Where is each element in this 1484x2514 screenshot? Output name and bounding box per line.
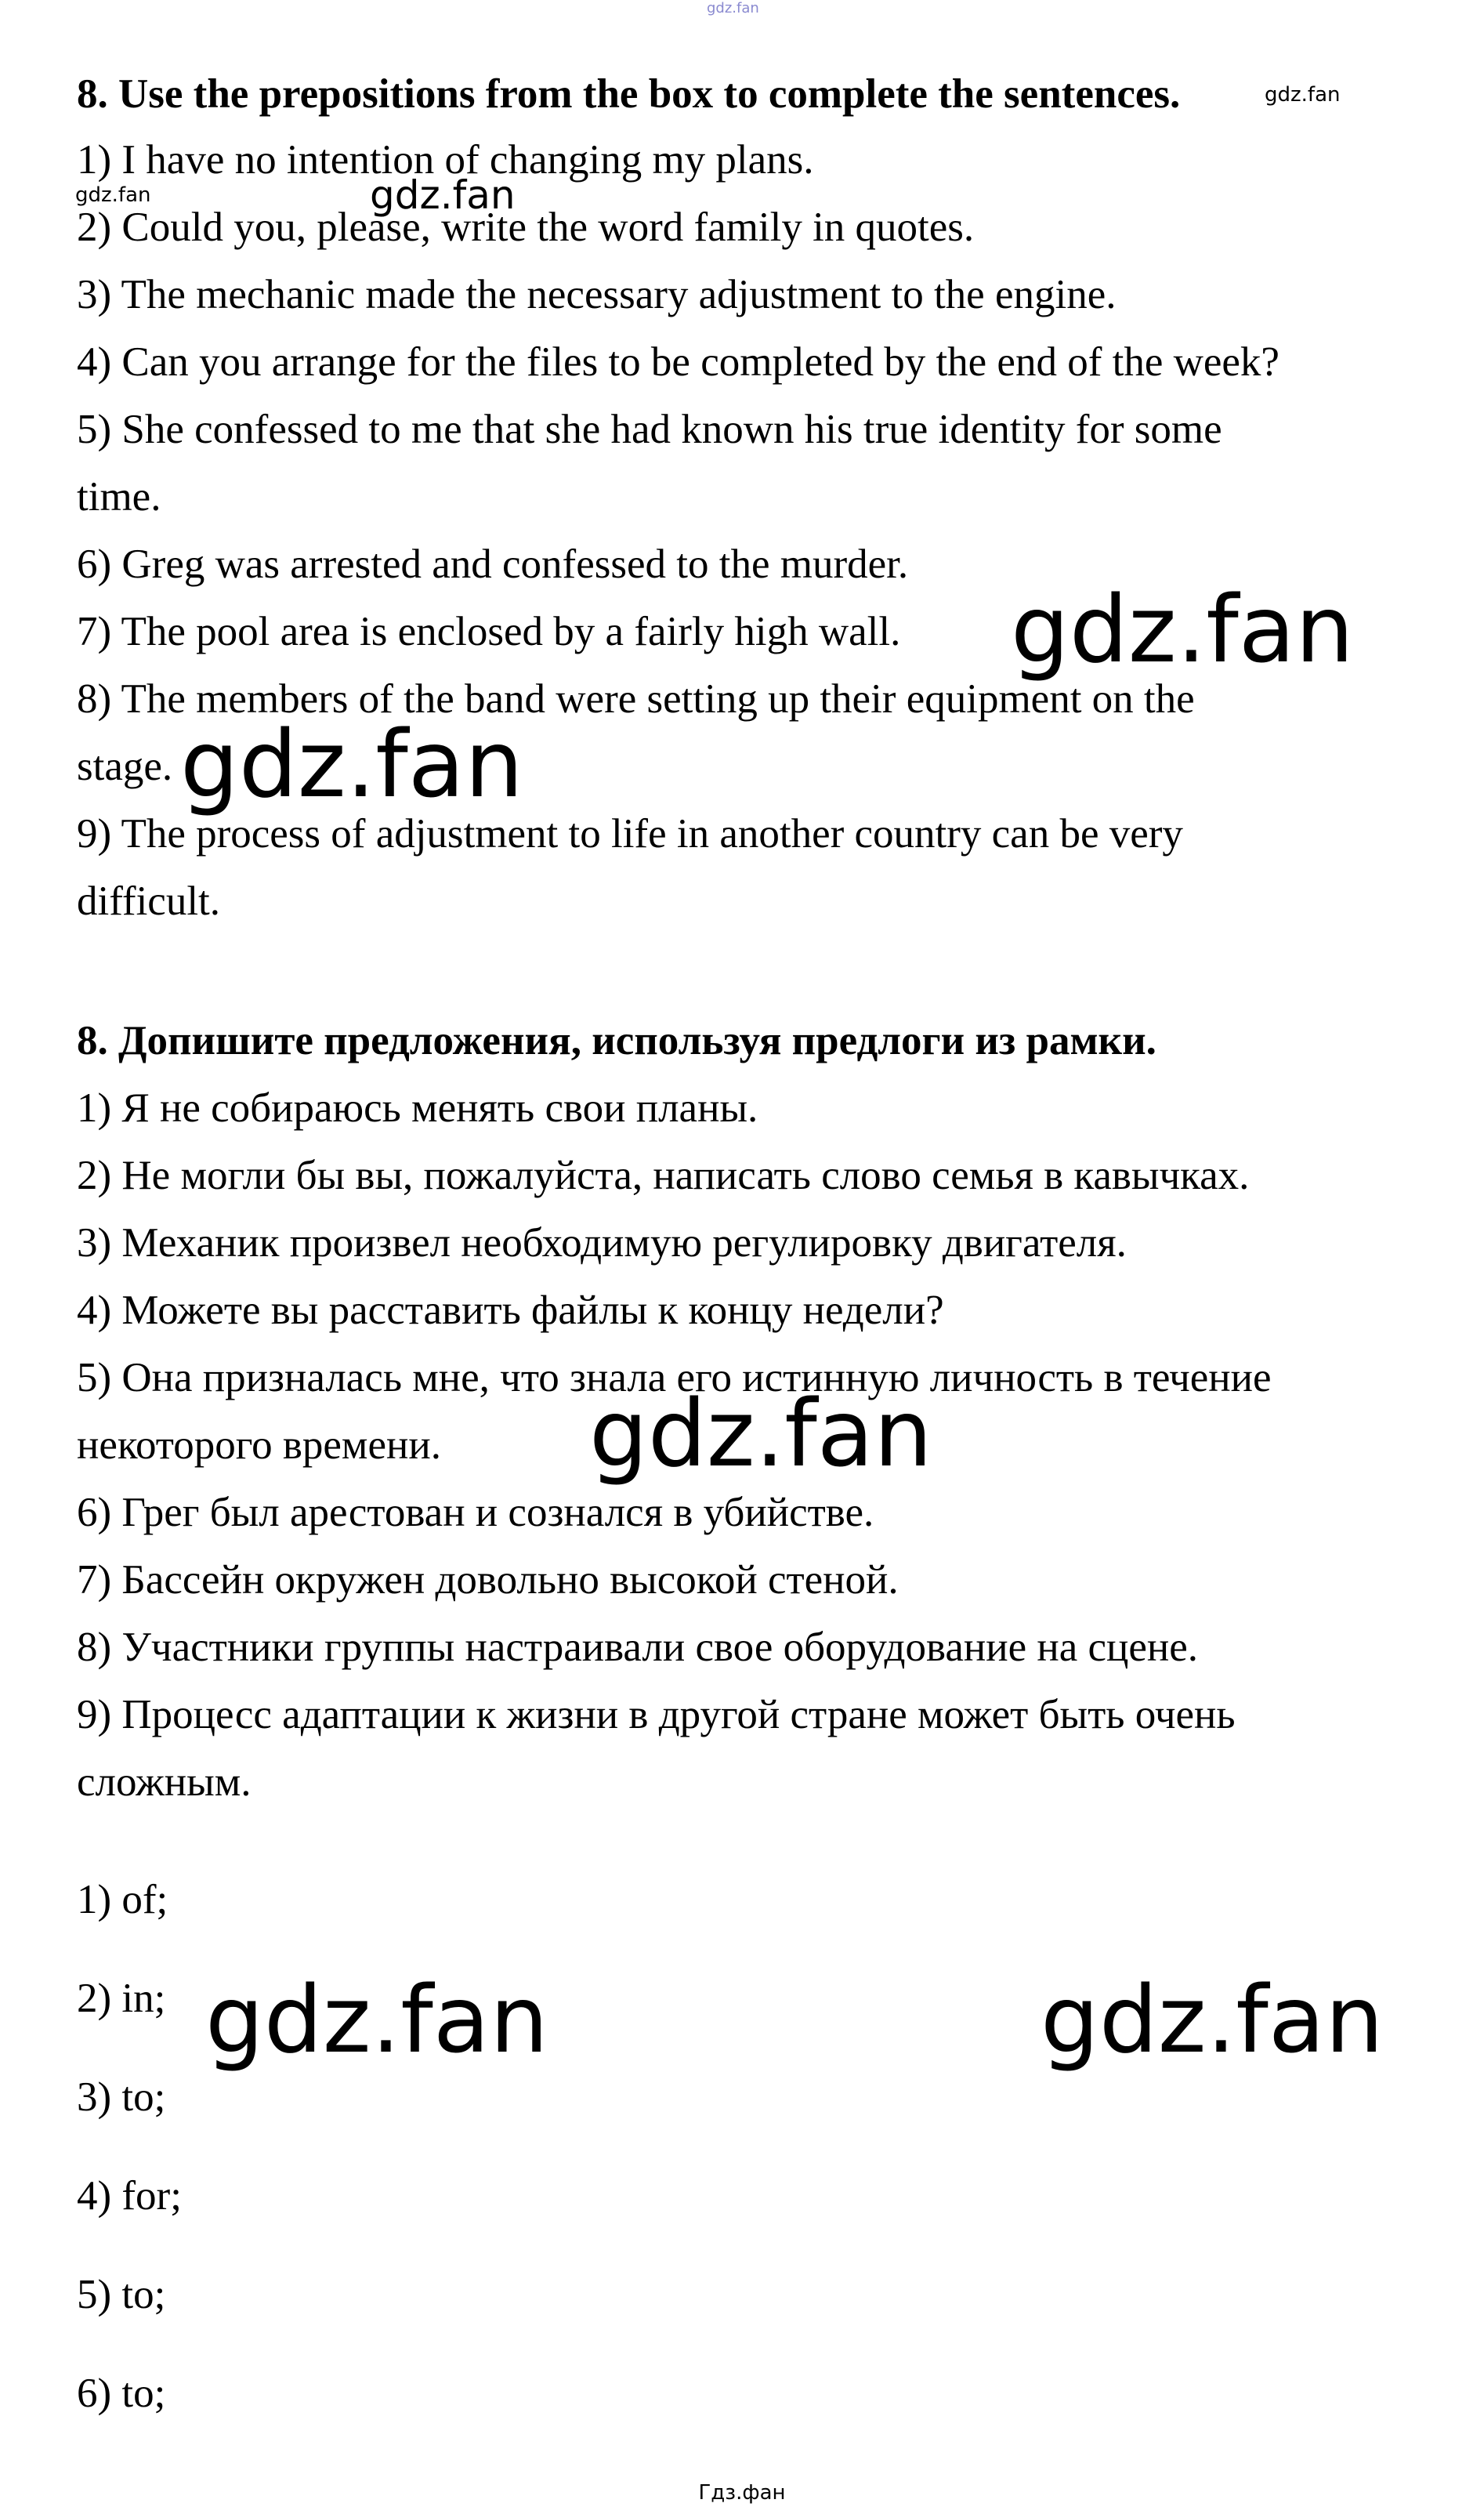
top-watermark: gdz.fan bbox=[707, 0, 759, 16]
english-line-9: 8) The members of the band were setting up their equipment on the bbox=[77, 676, 1195, 722]
russian-heading: 8. Допишите предложения, используя предлоги из рамки. bbox=[77, 1018, 1156, 1063]
watermark-large-3: gdz.fan bbox=[589, 1379, 932, 1487]
english-line-5: 5) She confessed to me that she had known his true identity for some bbox=[77, 407, 1222, 452]
watermark-tag-heading: gdz.fan bbox=[1265, 83, 1341, 107]
watermark-tag-left: gdz.fan bbox=[75, 183, 151, 207]
russian-line-6: некоторого времени. bbox=[77, 1422, 441, 1468]
footer-watermark: Гдз.фан bbox=[698, 2481, 786, 2505]
watermark-large-2: gdz.fan bbox=[180, 710, 523, 818]
english-line-2: 2) Could you, please, write the word family in quotes. bbox=[77, 205, 975, 250]
english-line-11: 9) The process of adjustment to life in another country can be very bbox=[77, 811, 1183, 857]
russian-line-9: 8) Участники группы настраивали свое оборудование на сцене. bbox=[77, 1625, 1199, 1670]
russian-line-7: 6) Грег был арестован и сознался в убийстве. bbox=[77, 1490, 874, 1535]
russian-line-8: 7) Бассейн окружен довольно высокой стеной. bbox=[77, 1557, 899, 1603]
english-line-12: difficult. bbox=[77, 878, 221, 924]
answer-2: 2) in; bbox=[77, 1976, 166, 2021]
answer-5: 5) to; bbox=[77, 2272, 166, 2317]
answer-6: 6) to; bbox=[77, 2371, 166, 2416]
answer-4: 4) for; bbox=[77, 2173, 182, 2219]
english-line-8: 7) The pool area is enclosed by a fairly high wall. bbox=[77, 609, 901, 654]
english-heading: 8. Use the prepositions from the box to complete the sentences. bbox=[77, 71, 1181, 117]
watermark-mid: gdz.fan bbox=[370, 172, 516, 218]
answer-3: 3) to; bbox=[77, 2074, 166, 2120]
watermark-large-5: gdz.fan bbox=[1041, 1965, 1384, 2074]
russian-line-2: 2) Не могли бы вы, пожалуйста, написать слово семья в кавычках. bbox=[77, 1153, 1250, 1198]
english-line-10: stage. bbox=[77, 744, 173, 789]
russian-line-1: 1) Я не собираюсь менять свои планы. bbox=[77, 1085, 758, 1131]
russian-line-3: 3) Механик произвел необходимую регулировку двигателя. bbox=[77, 1220, 1127, 1266]
russian-line-10: 9) Процесс адаптации к жизни в другой стране может быть очень bbox=[77, 1692, 1236, 1737]
english-line-3: 3) The mechanic made the necessary adjustment to the engine. bbox=[77, 272, 1117, 317]
watermark-large-1: gdz.fan bbox=[1011, 575, 1354, 683]
russian-line-4: 4) Можете вы расставить файлы к концу недели? bbox=[77, 1288, 944, 1333]
russian-line-11: сложным. bbox=[77, 1759, 252, 1805]
english-line-4: 4) Can you arrange for the files to be completed by the end of the week? bbox=[77, 339, 1279, 385]
english-line-7: 6) Greg was arrested and confessed to the murder. bbox=[77, 542, 909, 587]
english-line-6: time. bbox=[77, 474, 161, 520]
answer-1: 1) of; bbox=[77, 1877, 168, 1922]
english-line-1: 1) I have no intention of changing my plans. bbox=[77, 137, 814, 183]
russian-line-5: 5) Она призналась мне, что знала его истинную личность в течение bbox=[77, 1355, 1272, 1400]
watermark-large-4: gdz.fan bbox=[205, 1965, 548, 2074]
